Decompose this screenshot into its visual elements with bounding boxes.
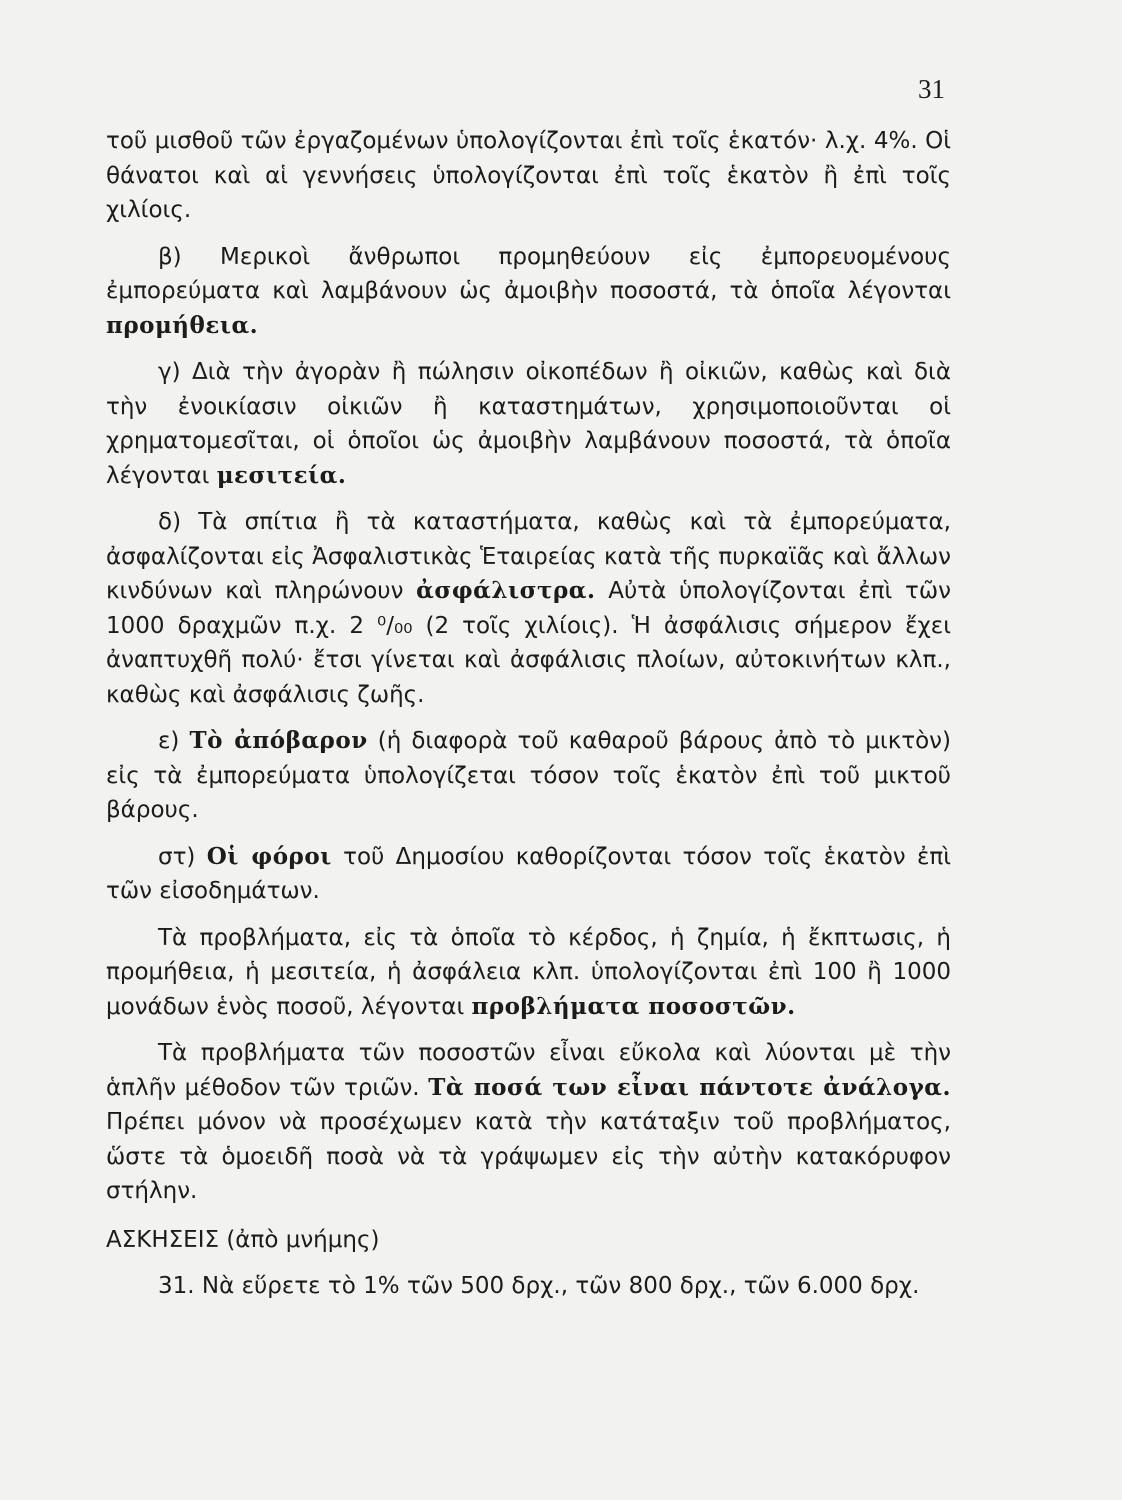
term-brokerage: μεσιτεία. xyxy=(216,461,347,489)
paragraph-insurance-text-1: δ) Τὰ σπίτια ἢ τὰ καταστήματα, καθὼς καὶ τὰ ἐμπορεύματα, ἀσφαλίζονται εἰς Ἀσφαλιστικὰς Ἑταιρείας κατὰ τῆς πυρκαϊᾶς καὶ ἄλλων κινδύνων καὶ πληρώνουν xyxy=(106,509,951,604)
term-commission: προμήθεια. xyxy=(106,311,259,339)
paragraph-brokerage-text: γ) Διὰ τὴν ἀγορὰν ἢ πώλησιν οἰκοπέδων ἢ οἰκιῶν, καθὼς καὶ διὰ τὴν ἐνοικίασιν οἰκιῶν ἢ καταστημάτων, χρησιμοποιοῦνται οἱ χρηματομεσῖται, οἱ ὁποῖοι ὡς ἀμοιβὴν λαμβάνουν ποσοστά, τὰ ὁποῖα λέγονται xyxy=(106,359,951,489)
page-body xyxy=(106,124,951,1304)
term-tare: Τὸ ἀπόβαρον xyxy=(189,727,368,754)
paragraph-taxes xyxy=(106,840,951,909)
paragraph-percentage-problems-text: Τὰ προβλήματα, εἰς τὰ ὁποῖα τὸ κέρδος, ἡ ζημία, ἡ ἔκπτωσις, ἡ προμήθεια, ἡ μεσιτεία, ἡ ἀσφάλεια κλπ. ὑπολογίζονται ἐπὶ 100 ἢ 1000 μονάδων ἑνὸς ποσοῦ, λέγονται xyxy=(106,924,951,1020)
paragraph-intro xyxy=(106,124,951,228)
paragraph-taxes-text: τοῦ Δημοσίου καθορίζονται τόσον τοῖς ἑκατὸν ἐπὶ τῶν εἰσοδημάτων. xyxy=(106,843,952,904)
paragraph-tare-text: (ἡ διαφορὰ τοῦ καθαροῦ βάρους ἀπὸ τὸ μικτὸν) εἰς τὰ ἐμπορεύματα ὑπολογίζεται τόσον τοῖς ἑκατὸν ἐπὶ τοῦ μικτοῦ βάρους. xyxy=(106,728,951,823)
paragraph-taxes-prefix: στ) xyxy=(158,843,207,870)
paragraph-tare-prefix: ε) xyxy=(158,728,190,754)
paragraph-method xyxy=(106,1036,951,1209)
paragraph-insurance xyxy=(106,505,951,712)
page-number: 31 xyxy=(918,74,945,104)
term-premiums: ἀσφάλιστρα. xyxy=(416,577,596,604)
paragraph-percentage-problems xyxy=(106,921,951,1025)
exercises-heading: ΑΣΚΗΣΕΙΣ (ἀπὸ μνήμης) xyxy=(106,1226,380,1253)
exercise-31: 31. Νὰ εὕρετε τὸ 1% τῶν 500 δρχ., τῶν 800 δρχ., τῶν 6.000 δρχ. xyxy=(158,1273,920,1299)
paragraph-insurance-text-2: Αὐτὰ ὑπολογίζονται ἐπὶ τῶν 1000 δραχμῶν π.χ. 2 ⁰/₀₀ (2 τοῖς χιλίοις). Ἡ ἀσφάλισις σήμερον ἔχει ἀναπτυχθῆ πολύ· ἔτσι γίνεται καὶ ἀσφάλισις πλοίων, αὐτοκινήτων κλπ., καθὼς καὶ ἀσφάλισις ζωῆς. xyxy=(106,578,951,708)
paragraph-method-text-2: Πρέπει μόνον νὰ προσέχωμεν κατὰ τὴν κατάταξιν τοῦ προβλήματος, ὥστε τὰ ὁμοειδῆ ποσὰ νὰ τὰ γράψωμεν εἰς τὴν αὐτὴν κατακόρυφον στήλην. xyxy=(106,1109,951,1204)
paragraph-commission-text: β) Μερικοὶ ἄνθρωποι προμηθεύουν εἰς ἐμπορευομένους ἐμπορεύματα καὶ λαμβάνουν ὡς ἀμοιβὴν ποσοστά, τὰ ὁποῖα λέγονται xyxy=(106,243,951,304)
paragraph-tare xyxy=(106,724,951,828)
term-proportional: Τὰ ποσά των εἶναι πάντοτε ἀνάλογα. xyxy=(428,1073,952,1101)
paragraph-brokerage xyxy=(106,355,951,493)
term-taxes: Οἱ φόροι xyxy=(206,842,332,870)
paragraph-commission xyxy=(106,240,951,344)
paragraph-intro-text: τοῦ μισθοῦ τῶν ἐργαζομένων ὑπολογίζονται ἐπὶ τοῖς ἑκατόν· λ.χ. 4%. Οἱ θάνατοι καὶ αἱ γεννήσεις ὑπολογίζονται ἐπὶ τοῖς ἑκατὸν ἢ ἐπὶ τοῖς χιλίοις. xyxy=(106,128,951,223)
term-percentage-problems: προβλήματα ποσοστῶν. xyxy=(471,992,796,1020)
paragraph-method-text-1: Τὰ προβλήματα τῶν ποσοστῶν εἶναι εὔκολα καὶ λύονται μὲ τὴν ἁπλῆν μέθοδον τῶν τριῶν. xyxy=(106,1040,951,1101)
